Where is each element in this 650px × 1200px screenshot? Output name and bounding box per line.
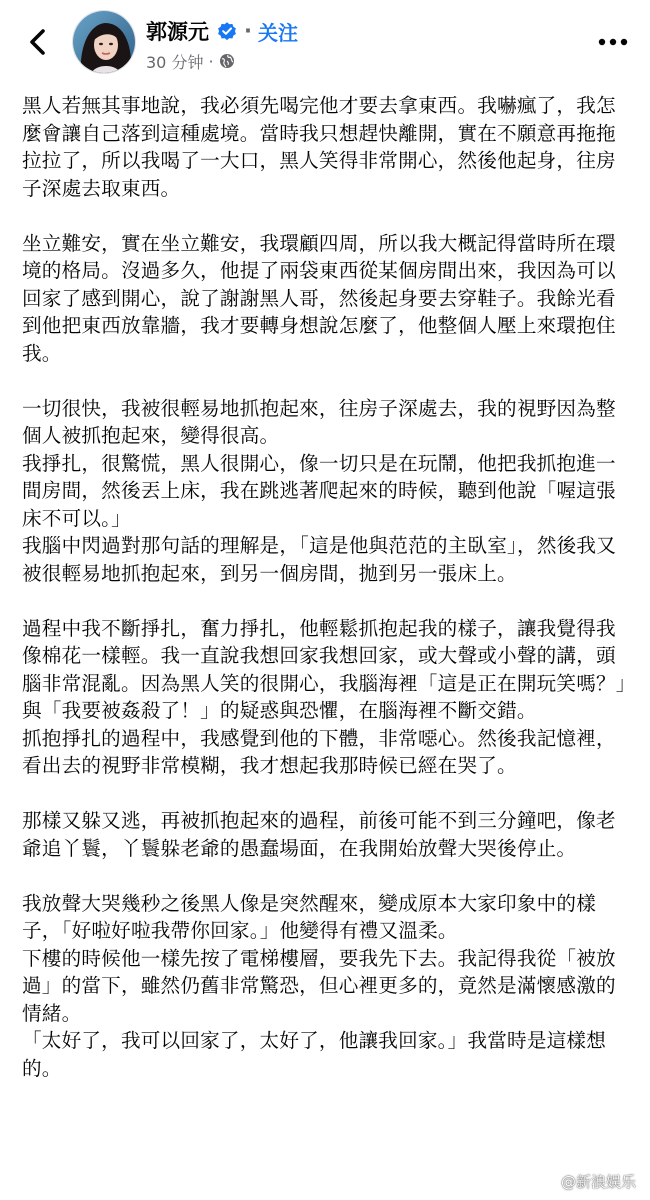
- post-paragraph-5: 那樣又躲又逃，再被抓抱起來的過程，前後可能不到三分鐘吧，像老爺追丫鬟，丫鬟躲老爺的愚蠢場面，在我開始放聲大哭後停止。: [22, 809, 616, 860]
- post-paragraph-4: 過程中我不斷掙扎，奮力掙扎，他輕鬆抓抱起我的樣子，讓我覺得我像棉花一樣輕。我一直說我想回家我想回家，或大聲或小聲的講，頭腦非常混亂。因為黑人笑的很開心，我腦海裡「這是正在開玩笑嗎？」與「我要被姦殺了！」的疑惑與恐懼，在腦海裡不斷交錯。 抓抱掙扎的過程中，我感覺到他的下體，非常噁心。然後我記憶裡，看出去的視野非常模糊，我才想起我那時候已經在哭了。: [22, 616, 626, 777]
- meta-separator: ·: [208, 51, 214, 71]
- more-options-button[interactable]: [592, 24, 634, 60]
- post-paragraph-6: 我放聲大哭幾秒之後黑人像是突然醒來，變成原本大家印象中的樣子，「好啦好啦我帶你回家。」他變得有禮又溫柔。 下樓的時候他一樣先按了電梯樓層，要我先下去。我記得我從「被放過」的當下，雖然仍舊非常驚恐，但心裡更多的，竟然是滿懷感激的情緒。 「太好了，我可以回家了，太好了，他讓我回家。」我當時是這樣想的。: [22, 891, 616, 1080]
- post-meta: [146, 48, 235, 74]
- avatar-image: [73, 11, 136, 74]
- post-timestamp[interactable]: 30 分钟: [146, 52, 204, 72]
- follow-button[interactable]: 关注: [257, 20, 298, 45]
- post-paragraph-1: 黑人若無其事地說，我必須先喝完他才要去拿東西。我嚇瘋了，我怎麼會讓自己落到這種處境。當時我只想趕快離開，實在不願意再拖拖拉拉了，所以我喝了一大口，黑人笑得非常開心，然後他起身，往房子深處去取東西。: [22, 94, 616, 200]
- weibo-watermark: [537, 1171, 636, 1192]
- name-separator: ·: [244, 19, 252, 43]
- post-header: [0, 0, 650, 90]
- author-name[interactable]: 郭源元: [146, 20, 209, 44]
- globe-icon[interactable]: [219, 53, 235, 69]
- back-button[interactable]: [18, 22, 58, 62]
- author-row: [146, 14, 298, 48]
- more-horizontal-icon: [598, 38, 628, 46]
- watermark-text: @新浪娱乐: [560, 1173, 636, 1191]
- post-body: [22, 92, 634, 1110]
- post-paragraph-3: 一切很快，我被很輕易地抓抱起來，往房子深處去，我的視野因為整個人被抓抱起來，變得很高。 我掙扎，很驚慌，黑人很開心，像一切只是在玩鬧，他把我抓抱進一間房間，然後丟上床，我在跳逃著爬起來的時候，聽到他說「喔這張床不可以。」 我腦中閃過對那句話的理解是，「這是他與范范的主臥室」，然後我又被很輕易地抓抱起來，到另一個房間，拋到另一張床上。: [22, 396, 617, 585]
- author-avatar[interactable]: [72, 10, 136, 74]
- verified-badge-icon: [216, 20, 238, 42]
- chevron-left-icon: [27, 27, 49, 57]
- post-paragraph-2: 坐立難安，實在坐立難安，我環顧四周，所以我大概記得當時所在環境的格局。沒過多久，他提了兩袋東西從某個房間出來，我因為可以回家了感到開心，說了謝謝黑人哥，然後起身要去穿鞋子。我餘光看到他把東西放靠牆，我才要轉身想說怎麼了，他整個人壓上來環抱住我。: [22, 231, 616, 365]
- weibo-logo-icon: [537, 1173, 557, 1191]
